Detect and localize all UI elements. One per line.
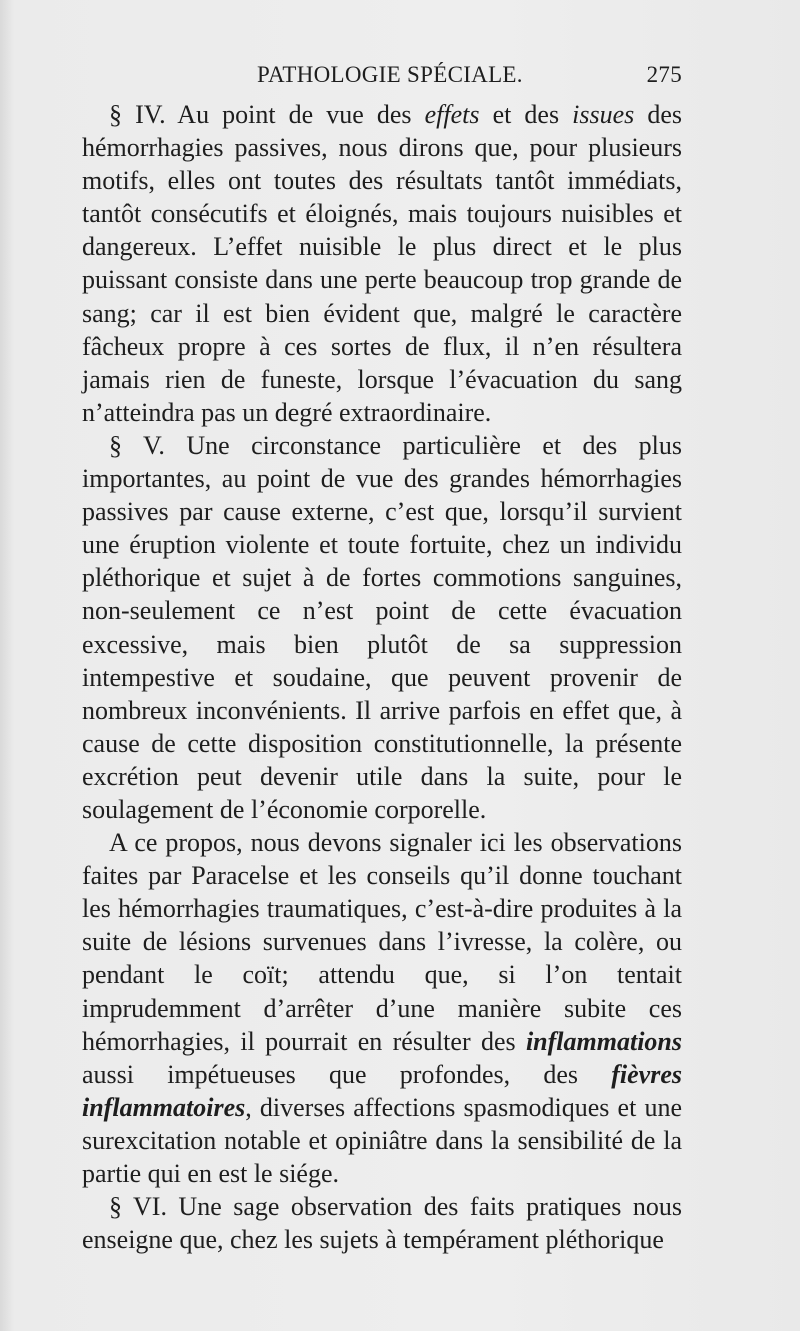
body-text [82,98,682,1256]
section-mark: § VI. [109,1192,167,1222]
text-run: aussi impétueuses que profondes, des [82,1059,612,1089]
paragraph-section-v [82,429,682,826]
italic-term: effets [424,100,480,129]
section-mark: § IV. [109,100,166,129]
text-run: , diverses affections spasmodiques et une surexcitation notable et opiniâtre dans la sensibilité de la partie qui en est le siége. [82,1092,682,1188]
text-run: Une sage observation des faits pratiques nous enseigne que, chez les sujets à tempérament pléthorique [82,1192,682,1255]
text-run: Au point de vue des [165,100,425,129]
paragraph-section-vi [82,1190,682,1256]
section-mark: § V. [109,430,165,460]
italic-term: inflammations [525,1026,682,1056]
italic-term: fièvres inflammatoires [82,1059,682,1122]
page-number: 275 [646,62,682,87]
text-run: Une circonstance particulière et des plus importantes, au point de vue des grandes hémorrhagies passives par cause externe, c’est que, lorsqu’il survient une éruption violente et toute fortuite, chez un individu pléthorique et sujet à de fortes commotions sanguines, non-seulement ce n’est point de cette évacuation excessive, mais bien plutôt de sa suppression intempestive et soudaine, que peuvent provenir de nombreux inconvénients. Il arrive parfois en effet que, à cause de cette disposition constitutionnelle, la présente excrétion peut devenir utile dans la suite, pour le soulagement de l’économie corporelle. [82,430,682,824]
paragraph-paracelse [82,826,682,1190]
italic-term: issues [572,100,635,129]
text-run: des hémorrhagies passives, nous dirons que, pour plusieurs motifs, elles ont toutes des résultats tantôt immédiats, tantôt consécutifs et éloignés, mais toujours nuisibles et dangereux. L’effet nuisible le plus direct et le plus puissant consiste dans une perte beaucoup trop grande de sang; car il est bien évident que, malgré le caractère fâcheux propre à ces sortes de flux, il n’en résultera jamais rien de funeste, lorsque l’évacuation du sang n’atteindra pas un degré extraordinaire. [82,100,682,427]
page-header [82,62,682,94]
text-run: et des [479,100,573,129]
running-title: PATHOLOGIE SPÉCIALE. [257,62,523,87]
paragraph-section-iv [82,98,682,429]
text-run: A ce propos, nous devons signaler ici les observations faites par Paracelse et les conseils qu’il donne touchant les hémorrhagies traumatiques, c’est-à-dire produites à la suite de lésions survenues dans l’ivresse, la colère, ou pendant le coït; attendu que, si l’on tentait imprudemment d’arrêter d’une manière subite ces hémorrhagies, il pourrait en résulter des [82,828,682,1056]
